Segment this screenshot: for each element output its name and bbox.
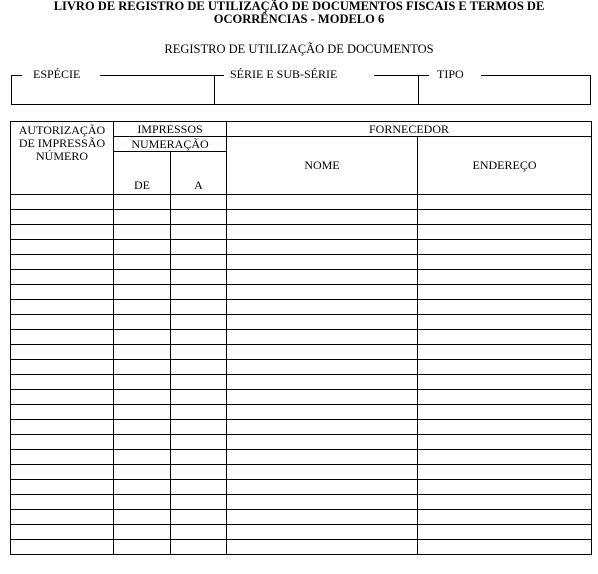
table-cell bbox=[227, 375, 418, 390]
table-row bbox=[11, 420, 592, 435]
numeracao-header: NUMERAÇÃO bbox=[114, 137, 227, 152]
table-cell bbox=[114, 495, 171, 510]
title-line-1: LIVRO DE REGISTRO DE UTILIZAÇÃO DE DOCUMENTOS FISCAIS E TERMOS DE bbox=[53, 0, 545, 13]
table-cell bbox=[418, 405, 592, 420]
table-cell bbox=[227, 330, 418, 345]
table-cell bbox=[171, 240, 227, 255]
table-cell bbox=[418, 270, 592, 285]
table-cell bbox=[227, 465, 418, 480]
table-cell bbox=[418, 315, 592, 330]
table-cell bbox=[11, 510, 114, 525]
table-cell bbox=[114, 300, 171, 315]
autorizacao-line-1: AUTORIZAÇÃO bbox=[18, 123, 106, 137]
table-row bbox=[11, 240, 592, 255]
table-cell bbox=[171, 390, 227, 405]
table-cell bbox=[171, 450, 227, 465]
table-cell bbox=[114, 510, 171, 525]
table-cell bbox=[171, 270, 227, 285]
tipo-label: TIPO bbox=[437, 67, 464, 81]
table-cell bbox=[11, 240, 114, 255]
table-cell bbox=[227, 195, 418, 210]
autorizacao-line-3: NÚMERO bbox=[35, 149, 88, 163]
table-cell bbox=[227, 480, 418, 495]
table-cell bbox=[11, 210, 114, 225]
table-cell bbox=[171, 465, 227, 480]
table-cell bbox=[114, 330, 171, 345]
table-cell bbox=[171, 510, 227, 525]
table-row bbox=[11, 435, 592, 450]
table-cell bbox=[227, 255, 418, 270]
table-cell bbox=[11, 330, 114, 345]
table-row bbox=[11, 390, 592, 405]
table-cell bbox=[171, 210, 227, 225]
field-divider bbox=[214, 75, 215, 104]
table-cell bbox=[114, 255, 171, 270]
table-cell bbox=[11, 495, 114, 510]
table-row bbox=[11, 525, 592, 540]
table-cell bbox=[11, 420, 114, 435]
table-cell bbox=[171, 285, 227, 300]
table-cell bbox=[11, 390, 114, 405]
table-row bbox=[11, 510, 592, 525]
table-cell bbox=[418, 435, 592, 450]
top-border-segment bbox=[100, 75, 224, 76]
table-cell bbox=[171, 420, 227, 435]
table-row bbox=[11, 225, 592, 240]
table-cell bbox=[227, 435, 418, 450]
table-cell bbox=[418, 240, 592, 255]
serie-label: SÉRIE E SUB-SÉRIE bbox=[230, 67, 338, 81]
table-cell bbox=[11, 300, 114, 315]
table-cell bbox=[114, 540, 171, 555]
table-cell bbox=[171, 525, 227, 540]
table-cell bbox=[171, 330, 227, 345]
table-row bbox=[11, 450, 592, 465]
table-cell bbox=[114, 285, 171, 300]
table-cell bbox=[418, 255, 592, 270]
table-cell bbox=[11, 255, 114, 270]
table-cell bbox=[11, 270, 114, 285]
table-cell bbox=[11, 405, 114, 420]
a-header: A bbox=[171, 152, 227, 195]
table-cell bbox=[418, 210, 592, 225]
table-cell bbox=[418, 510, 592, 525]
table-row bbox=[11, 345, 592, 360]
table-cell bbox=[418, 375, 592, 390]
table-cell bbox=[114, 315, 171, 330]
table-row bbox=[11, 210, 592, 225]
table-cell bbox=[171, 345, 227, 360]
table-row bbox=[11, 405, 592, 420]
table-row bbox=[11, 255, 592, 270]
table-cell bbox=[227, 210, 418, 225]
table-cell bbox=[418, 420, 592, 435]
especie-label: ESPÉCIE bbox=[33, 67, 81, 81]
table-cell bbox=[227, 390, 418, 405]
fornecedor-header: FORNECEDOR bbox=[227, 122, 592, 137]
table-cell bbox=[227, 450, 418, 465]
table-cell bbox=[114, 405, 171, 420]
table-cell bbox=[418, 300, 592, 315]
table-cell bbox=[11, 285, 114, 300]
table-cell bbox=[171, 405, 227, 420]
header-fields-box bbox=[11, 67, 591, 105]
table-cell bbox=[227, 270, 418, 285]
table-cell bbox=[418, 330, 592, 345]
table-cell bbox=[114, 240, 171, 255]
top-border-segment bbox=[481, 75, 591, 76]
table-cell bbox=[11, 450, 114, 465]
table-cell bbox=[418, 225, 592, 240]
title-line-2: OCORRÊNCIAS - MODELO 6 bbox=[213, 12, 385, 26]
table-row bbox=[11, 195, 592, 210]
field-divider bbox=[418, 75, 419, 104]
endereco-header: ENDEREÇO bbox=[418, 137, 592, 195]
table-cell bbox=[418, 540, 592, 555]
table-cell bbox=[171, 255, 227, 270]
table-cell bbox=[171, 195, 227, 210]
table-row bbox=[11, 300, 592, 315]
de-header: DE bbox=[114, 152, 171, 195]
table-cell bbox=[171, 225, 227, 240]
top-border-segment bbox=[12, 75, 22, 76]
document-title bbox=[0, 0, 598, 26]
impressos-header: IMPRESSOS bbox=[114, 122, 227, 137]
registro-table bbox=[10, 121, 592, 555]
table-cell bbox=[114, 360, 171, 375]
table-cell bbox=[418, 390, 592, 405]
nome-header: NOME bbox=[227, 137, 418, 195]
table-cell bbox=[227, 495, 418, 510]
table-cell bbox=[227, 540, 418, 555]
table-cell bbox=[11, 480, 114, 495]
table-cell bbox=[418, 525, 592, 540]
table-row bbox=[11, 315, 592, 330]
table-cell bbox=[114, 390, 171, 405]
table-cell bbox=[11, 225, 114, 240]
table-cell bbox=[418, 360, 592, 375]
table-cell bbox=[11, 525, 114, 540]
table-cell bbox=[227, 525, 418, 540]
table-cell bbox=[171, 495, 227, 510]
table-cell bbox=[227, 345, 418, 360]
table-cell bbox=[227, 405, 418, 420]
table-cell bbox=[114, 525, 171, 540]
table-cell bbox=[114, 465, 171, 480]
table-cell bbox=[11, 315, 114, 330]
table-cell bbox=[114, 480, 171, 495]
table-row bbox=[11, 360, 592, 375]
table-cell bbox=[114, 210, 171, 225]
table-row bbox=[11, 540, 592, 555]
table-cell bbox=[171, 360, 227, 375]
table-cell bbox=[114, 225, 171, 240]
table-cell bbox=[227, 240, 418, 255]
table-row bbox=[11, 480, 592, 495]
table-cell bbox=[114, 195, 171, 210]
table-row bbox=[11, 285, 592, 300]
table-cell bbox=[227, 360, 418, 375]
table-cell bbox=[11, 540, 114, 555]
table-cell bbox=[171, 315, 227, 330]
table-cell bbox=[227, 315, 418, 330]
table-cell bbox=[114, 345, 171, 360]
table-cell bbox=[11, 465, 114, 480]
table-cell bbox=[227, 510, 418, 525]
table-row bbox=[11, 375, 592, 390]
table-cell bbox=[114, 420, 171, 435]
table-cell bbox=[418, 465, 592, 480]
table-cell bbox=[114, 375, 171, 390]
table-cell bbox=[227, 420, 418, 435]
table-cell bbox=[227, 225, 418, 240]
table-cell bbox=[171, 375, 227, 390]
table-cell bbox=[114, 270, 171, 285]
table-cell bbox=[11, 195, 114, 210]
table-cell bbox=[171, 300, 227, 315]
document-subtitle: REGISTRO DE UTILIZAÇÃO DE DOCUMENTOS bbox=[164, 42, 434, 56]
table-row bbox=[11, 270, 592, 285]
table-cell bbox=[227, 300, 418, 315]
table-row bbox=[11, 330, 592, 345]
table-cell bbox=[418, 450, 592, 465]
table-cell bbox=[418, 345, 592, 360]
table-cell bbox=[171, 540, 227, 555]
top-border-segment bbox=[374, 75, 429, 76]
table-row bbox=[11, 465, 592, 480]
table-cell bbox=[11, 435, 114, 450]
table-cell bbox=[418, 195, 592, 210]
table-cell bbox=[418, 480, 592, 495]
table-cell bbox=[114, 450, 171, 465]
autorizacao-line-2: DE IMPRESSÃO bbox=[18, 136, 106, 150]
table-row bbox=[11, 495, 592, 510]
table-cell bbox=[171, 480, 227, 495]
table-cell bbox=[418, 285, 592, 300]
table-cell bbox=[171, 435, 227, 450]
table-cell bbox=[11, 360, 114, 375]
table-cell bbox=[418, 495, 592, 510]
table-cell bbox=[11, 345, 114, 360]
autorizacao-header bbox=[11, 122, 114, 195]
table-cell bbox=[227, 285, 418, 300]
table-cell bbox=[11, 375, 114, 390]
table-cell bbox=[114, 435, 171, 450]
